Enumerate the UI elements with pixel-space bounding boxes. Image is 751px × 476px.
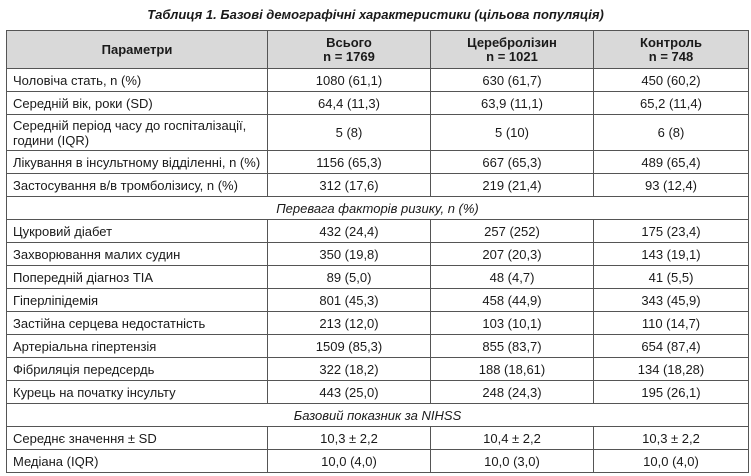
cell-total: 5 (8) [268,115,431,151]
cell-total: 10,3 ± 2,2 [268,427,431,450]
section-row [7,404,749,427]
table-row [7,450,749,473]
cell-cerebrolysin: 257 (252) [431,220,594,243]
header-total: Всього n = 1769 [268,31,431,69]
cell-total: 801 (45,3) [268,289,431,312]
row-label: Попередній діагноз TIA [7,266,268,289]
cell-total: 10,0 (4,0) [268,450,431,473]
cell-control: 195 (26,1) [594,381,749,404]
table-row [7,92,749,115]
row-label: Гіперліпідемія [7,289,268,312]
header-row [7,31,749,69]
header-cerebrolysin: Церебролізин n = 1021 [431,31,594,69]
cell-control: 10,3 ± 2,2 [594,427,749,450]
cell-cerebrolysin: 48 (4,7) [431,266,594,289]
row-label: Застосування в/в тромболізису, n (%) [7,174,268,197]
cell-total: 1080 (61,1) [268,69,431,92]
cell-total: 443 (25,0) [268,381,431,404]
cell-cerebrolysin: 5 (10) [431,115,594,151]
table-row [7,115,749,151]
table-body [7,69,749,473]
cell-cerebrolysin: 219 (21,4) [431,174,594,197]
table-row [7,381,749,404]
cell-total: 432 (24,4) [268,220,431,243]
row-label: Цукровий діабет [7,220,268,243]
row-label: Фібриляція передсердь [7,358,268,381]
cell-cerebrolysin: 103 (10,1) [431,312,594,335]
section-heading: Перевага факторів ризику, n (%) [7,197,749,220]
row-label: Середній період часу до госпіталізації, години (IQR) [7,115,268,151]
cell-control: 134 (18,28) [594,358,749,381]
cell-cerebrolysin: 10,4 ± 2,2 [431,427,594,450]
row-label: Середній вік, роки (SD) [7,92,268,115]
cell-cerebrolysin: 630 (61,7) [431,69,594,92]
cell-total: 213 (12,0) [268,312,431,335]
cell-cerebrolysin: 207 (20,3) [431,243,594,266]
cell-control: 110 (14,7) [594,312,749,335]
cell-cerebrolysin: 188 (18,61) [431,358,594,381]
row-label: Артеріальна гіпертензія [7,335,268,358]
demographics-table [6,30,749,473]
cell-cerebrolysin: 667 (65,3) [431,151,594,174]
section-heading: Базовий показник за NIHSS [7,404,749,427]
cell-control: 450 (60,2) [594,69,749,92]
table-row [7,289,749,312]
cell-control: 93 (12,4) [594,174,749,197]
cell-total: 89 (5,0) [268,266,431,289]
cell-total: 322 (18,2) [268,358,431,381]
row-label: Курець на початку інсульту [7,381,268,404]
cell-cerebrolysin: 458 (44,9) [431,289,594,312]
table-row [7,312,749,335]
cell-total: 1156 (65,3) [268,151,431,174]
table-row [7,335,749,358]
table-row [7,151,749,174]
cell-control: 489 (65,4) [594,151,749,174]
row-label: Лікування в інсультному відділенні, n (%) [7,151,268,174]
table-row [7,427,749,450]
row-label: Застійна серцева недостатність [7,312,268,335]
cell-control: 10,0 (4,0) [594,450,749,473]
cell-cerebrolysin: 248 (24,3) [431,381,594,404]
table-row [7,358,749,381]
header-control: Контроль n = 748 [594,31,749,69]
cell-control: 65,2 (11,4) [594,92,749,115]
cell-control: 6 (8) [594,115,749,151]
table-row [7,174,749,197]
cell-control: 41 (5,5) [594,266,749,289]
header-parameters: Параметри [7,31,268,69]
table-row [7,69,749,92]
cell-total: 350 (19,8) [268,243,431,266]
cell-control: 175 (23,4) [594,220,749,243]
row-label: Захворювання малих судин [7,243,268,266]
cell-total: 1509 (85,3) [268,335,431,358]
row-label: Чоловіча стать, n (%) [7,69,268,92]
table-row [7,243,749,266]
row-label: Медіана (IQR) [7,450,268,473]
cell-cerebrolysin: 855 (83,7) [431,335,594,358]
cell-control: 343 (45,9) [594,289,749,312]
row-label: Середнє значення ± SD [7,427,268,450]
table-row [7,266,749,289]
cell-cerebrolysin: 63,9 (11,1) [431,92,594,115]
cell-cerebrolysin: 10,0 (3,0) [431,450,594,473]
section-row [7,197,749,220]
cell-control: 654 (87,4) [594,335,749,358]
table-caption: Таблиця 1. Базові демографічні характеристики (цільова популяція) [147,7,604,22]
cell-control: 143 (19,1) [594,243,749,266]
cell-total: 312 (17,6) [268,174,431,197]
cell-total: 64,4 (11,3) [268,92,431,115]
table-row [7,220,749,243]
